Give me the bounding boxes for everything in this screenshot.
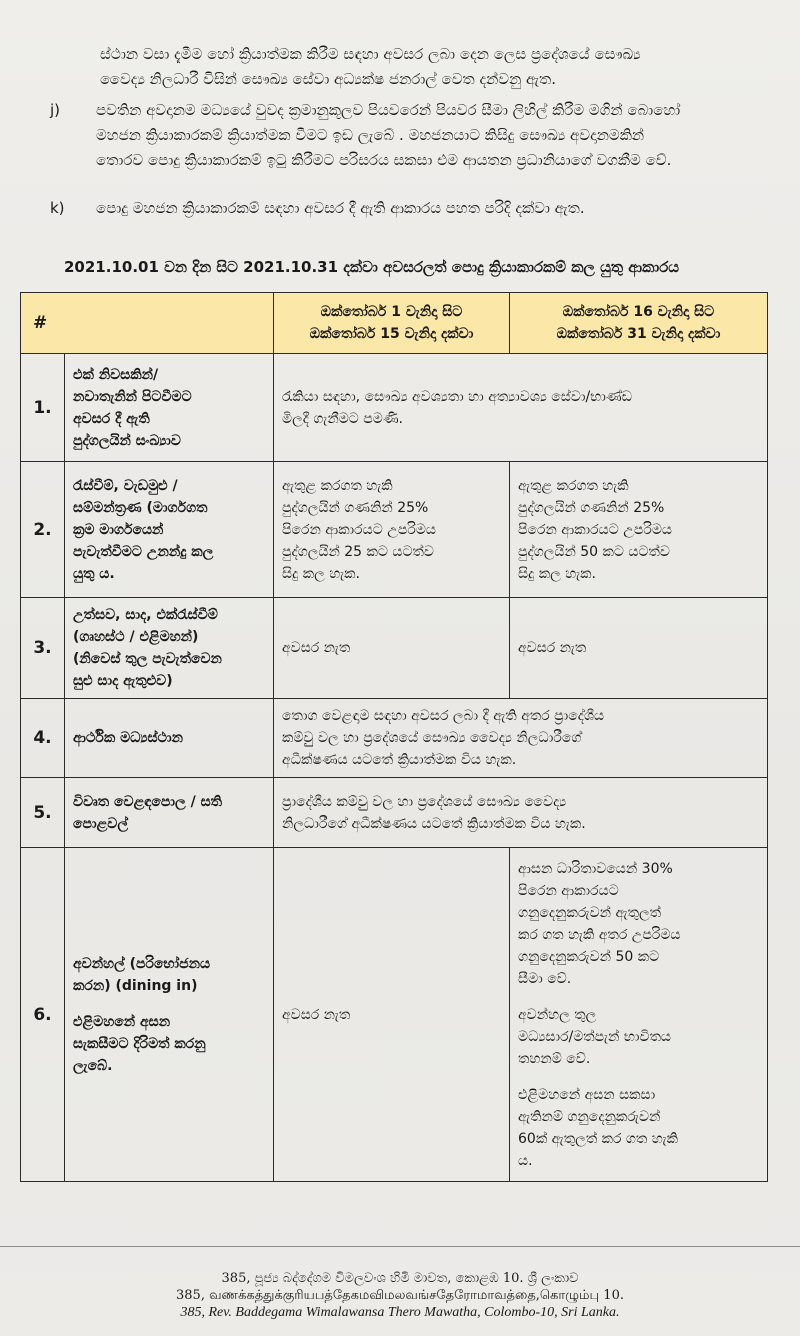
footer-address-tamil: 385, வணக்கத்துக்குரியபத்தேகமவிமலவங்சதேரோமாவத்தை,கொழும்பு 10. <box>176 1288 624 1303</box>
category-line: සුළු සාද ඇතුළුව) <box>73 673 173 689</box>
rule-line: රැකියා සඳහා, සෞඛ්‍ය අවශ්‍යතා හා අත්‍යාවශ්‍ය සේවා/භාණ්ඩ <box>282 388 632 405</box>
rule-line: කර ගත හැකි අතර උපරිමය <box>518 926 681 943</box>
row-rule-merged <box>274 699 768 778</box>
row-rule-period-2: අවසර නැත <box>510 598 768 699</box>
row-category <box>65 848 274 1182</box>
row-rule-period-2 <box>510 462 768 598</box>
rule-line: මිලදී ගැනීමට පමණි. <box>282 410 403 427</box>
header-period-1-line-1: ඔක්තෝබර් 1 වැනිදා සිට <box>320 304 463 320</box>
row-rule-period-1: අවසර නැත <box>274 848 510 1182</box>
rule-line: ඇතිනම් ගනුදෙනුකරුවන් <box>518 1108 661 1125</box>
footer-address-sinhala: 385, පූජ්‍ය බද්දේගම විමලවංශ හිමි මාවත, කොළඹ 10. ශ්‍රී ලංකාව <box>221 1271 579 1286</box>
table-row <box>21 778 768 848</box>
row-number: 1. <box>21 354 65 462</box>
rule-line: ප්‍රාදේශීය කම්වුු වල හා ප්‍රදේශයේ සෞඛ්‍ය වෛද්‍ය <box>282 793 567 810</box>
item-j-line-3: තොරව පොදු ක්‍රියාකාරකම් ඉටු කිරීමට පරිසරය සකසා එම ආයතන ප්‍රධානියාගේ වගකීම වේ. <box>96 151 672 169</box>
row-category <box>65 354 274 462</box>
rule-line: තොග වෙළඳාම සඳහා අවසර ලබා දී ඇති අතර ප්‍රාදේශීය <box>282 708 605 724</box>
rule-line: ගනුදෙනුකරුවන් 50 කට <box>518 948 660 965</box>
rule-line: කම්වුු වල හා ප්‍රදේශයේ සෞඛ්‍ය වෛද්‍ය නිලධාරීගේ <box>282 730 582 746</box>
table-row <box>21 354 768 462</box>
item-j-paragraph <box>96 98 766 173</box>
row-number: 4. <box>21 699 65 778</box>
rule-line: එළිමහනේ අසන සකසා <box>518 1086 656 1103</box>
rule-line: පුද්ගලයින් 50 කට යටත්ව <box>518 543 670 560</box>
intro-line-1: ස්ථාන වසා දැමීම හෝ ක්‍රියාත්මක කිරීම සඳහා අවසර ලබා දෙන ලෙස ප්‍රදේශයේ සෞඛ්‍ය <box>100 45 641 63</box>
category-line: රැස්වීම්, වැඩමුළු / <box>73 477 178 494</box>
rule-line: ය. <box>518 1152 533 1169</box>
intro-line-2: වෛද්‍ය නිලධාරී විසින් සෞඛ්‍ය සේවා අධ්‍යක්ෂ ජනරාල් වෙත දන්වනු ඇත. <box>100 70 556 88</box>
item-k-marker: k) <box>50 199 65 217</box>
table-header-row <box>21 293 768 354</box>
row-rule-period-1: අවසර නැත <box>274 598 510 699</box>
row-category <box>65 462 274 598</box>
footer-divider <box>0 1246 800 1247</box>
category-line: උත්සව, සාද, එක්රැස්වීම් <box>73 607 218 623</box>
item-j-line-2: මහජන ක්‍රියාකාරකම් ක්‍රියාත්මක වීමට ඉඩ ලැබේ . මහජනයාට කිසිදු සෞඛ්‍ය අවදානමකින් <box>96 126 645 144</box>
table-row <box>21 699 768 778</box>
item-k-paragraph <box>96 196 766 221</box>
category-line: පැවැත්වීමට උනන්දු කල <box>73 543 214 560</box>
row-rule-merged <box>274 778 768 848</box>
activity-rules-table <box>20 292 768 1182</box>
category-line: ලැබේ. <box>73 1057 113 1074</box>
row-number: 2. <box>21 462 65 598</box>
rule-line: පිරෙන ආකාරයට උපරිමය <box>282 521 436 538</box>
category-line: ක්‍රම මාර්ගයෙන් <box>73 521 164 538</box>
row-number: 6. <box>21 848 65 1182</box>
row-category: ආර්ථික මධ්‍යස්ථාන <box>65 699 274 778</box>
rule-line: අධීක්ෂණය යටතේ ක්‍රියාත්මක විය හැක. <box>282 752 517 768</box>
table-row <box>21 598 768 699</box>
category-line: පොළවල් <box>73 815 129 832</box>
rule-line: ආසන ධාරිතාවයෙන් 30% <box>518 860 673 877</box>
category-line: පුද්ගලයින් සංඛ්‍යාව <box>73 432 181 449</box>
rule-line: පුද්ගලයින් ගණනින් 25% <box>282 499 429 516</box>
rule-line: තහනම් වේ. <box>518 1050 591 1067</box>
row-category <box>65 778 274 848</box>
header-hash: # <box>21 293 274 354</box>
category-line: අවන්හල් (පරිභෝජනය <box>73 955 211 972</box>
rule-line: මධ්‍යසාර/මත්පැන් භාවිතය <box>518 1028 672 1045</box>
table-row <box>21 848 768 1182</box>
category-line: එළිමහනේ අසන <box>73 1013 171 1030</box>
rule-line: පිරෙන ආකාරයට <box>518 882 619 899</box>
header-period-1-line-2: ඔක්තෝබර් 15 වැනිදා දක්වා <box>309 326 474 342</box>
category-line: යුතු ය. <box>73 565 115 582</box>
row-rule-period-1 <box>274 462 510 598</box>
rule-line: 60ක් ඇතුලත් කර ගත හැකි <box>518 1130 679 1147</box>
row-number: 3. <box>21 598 65 699</box>
item-j-line-1: පවතින අවදානම මධ්‍යයේ වුවද ක්‍රමානුකූලව පියවරෙන් පියවර සීමා ලිහිල් කිරීම මගින් බොහෝ <box>96 101 681 119</box>
rule-line: පිරෙන ආකාරයට උපරිමය <box>518 521 672 538</box>
header-period-2-line-1: ඔක්තෝබර් 16 වැනිදා සිට <box>562 304 715 320</box>
category-line: නවාතැනින් පිටවීමට <box>73 388 192 405</box>
table-caption: 2021.10.01 වන දින සිට 2021.10.31 දක්වා අවසරලත් පොදු ක්‍රියාකාරකම් කල යුතු ආකාරය <box>64 258 680 276</box>
rule-line: සිදු කල හැක. <box>282 565 360 582</box>
item-j-marker: j) <box>50 101 61 119</box>
item-k-text: පොදු මහජන ක්‍රියාකාරකම් සඳහා අවසර දී ඇති ආකාරය පහත පරිදි දක්වා ඇත. <box>96 199 585 217</box>
header-period-2 <box>510 293 768 354</box>
table-row <box>21 462 768 598</box>
rule-line: අවන්හල තුල <box>518 1006 597 1023</box>
category-line: (නිවෙස් තුල පැවැත්වෙන <box>73 651 222 667</box>
category-line: අවසර දී ඇති <box>73 410 150 427</box>
category-line: කරන) (dining in) <box>73 977 198 994</box>
rule-line: සීමා වේ. <box>518 970 572 987</box>
letterhead-footer <box>0 1270 800 1321</box>
rule-line: ඇතුළ කරගත හැකි <box>518 477 629 494</box>
rule-line: පුද්ගලයින් ගණනින් 25% <box>518 499 665 516</box>
row-rule-merged <box>274 354 768 462</box>
category-line: සැකසීමට දිරිමත් කරනු <box>73 1035 206 1052</box>
rule-line: පුද්ගලයින් 25 කට යටත්ව <box>282 543 434 560</box>
category-line: එක් නිවසකින්/ <box>73 366 159 383</box>
rule-line: සිදු කල හැක. <box>518 565 596 582</box>
header-period-1 <box>274 293 510 354</box>
intro-paragraph <box>100 42 770 92</box>
row-rule-period-2 <box>510 848 768 1182</box>
category-line: විවෘත වෙළඳපොල / සති <box>73 793 222 810</box>
rule-line: ගනුදෙනුකරුවන් ඇතුලත් <box>518 904 662 921</box>
row-category <box>65 598 274 699</box>
header-period-2-line-2: ඔක්තෝබර් 31 වැනිදා දක්වා <box>556 326 721 342</box>
footer-address-english: 385, Rev. Baddegama Wimalawansa Thero Mawatha, Colombo-10, Sri Lanka. <box>180 1305 620 1320</box>
row-number: 5. <box>21 778 65 848</box>
category-line: (ගෘහස්ථ / එළිමහන්) <box>73 629 199 645</box>
category-line: සම්මන්ත්‍රණ (මාර්ගගත <box>73 499 208 516</box>
rule-line: නිලධාරීගේ අධීක්ෂණය යටතේ ක්‍රියාත්මක විය හැක. <box>282 815 586 832</box>
rule-line: ඇතුළ කරගත හැකි <box>282 477 393 494</box>
